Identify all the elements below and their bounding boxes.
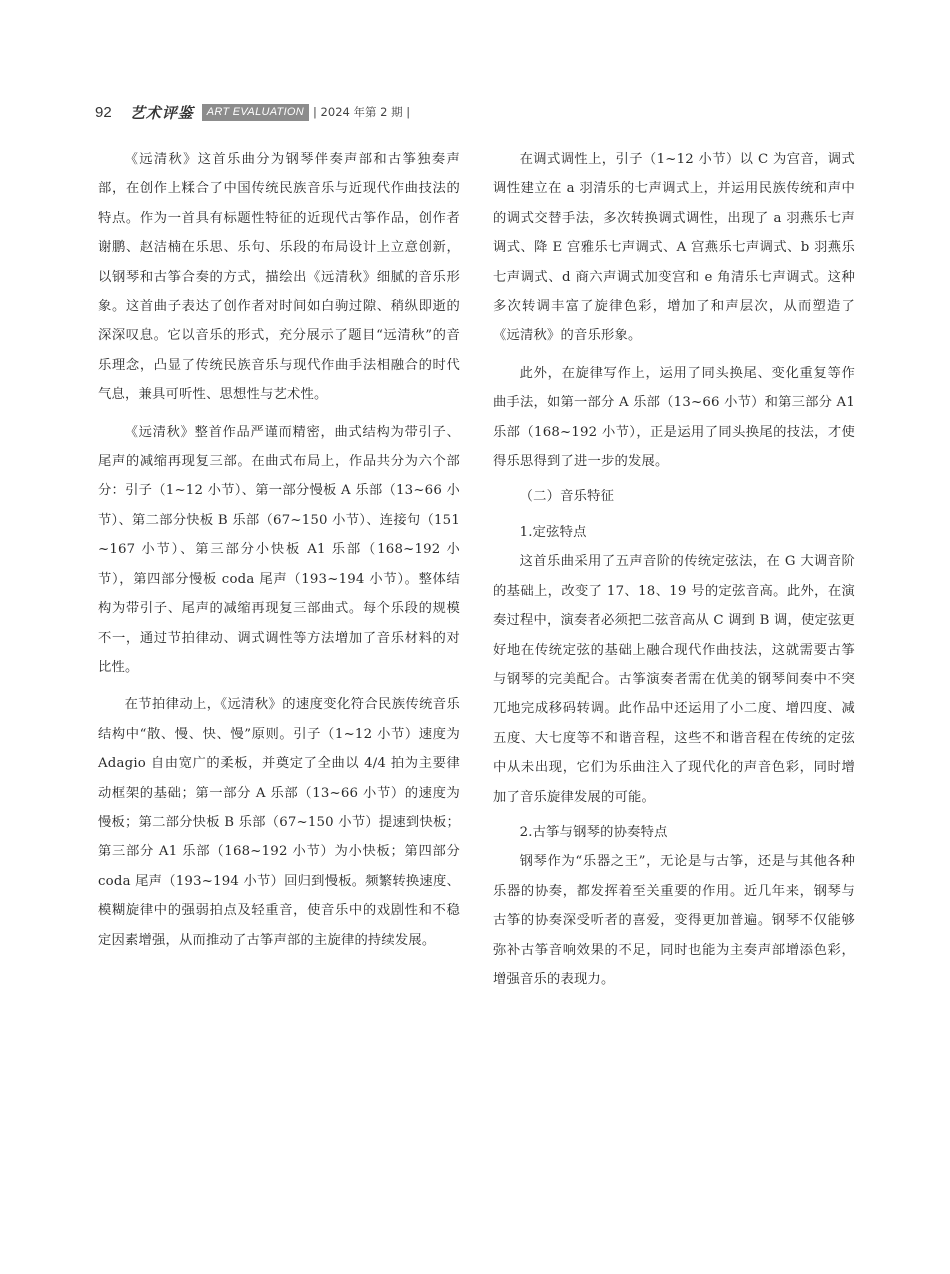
journal-english-badge: ART EVALUATION: [202, 104, 309, 121]
paragraph: 《远清秋》这首乐曲分为钢琴伴奏声部和古筝独奏声部，在创作上糅合了中国传统民族音乐与近现代作曲技法的特点。作为一首具有标题性特征的近现代古筝作品，创作者谢鹏、赵洁楠在乐思、乐句、乐段的布局设计上立意创新，以钢琴和古筝合奏的方式，描绘出《远清秋》细腻的音乐形象。这首曲子表达了创作者对时间如白驹过隙、稍纵即逝的深深叹息。它以音乐的形式，充分展示了题目“远清秋”的音乐理念，凸显了传统民族音乐与现代作曲手法相融合的时代气息，兼具可听性、思想性与艺术性。: [98, 152, 460, 403]
running-header: [95, 101, 410, 123]
paragraph: 这首乐曲采用了五声音阶的传统定弦法，在 G 大调音阶的基础上，改变了 17、18、19 号的定弦音高。此外，在演奏过程中，演奏者必须把二弦音高从 C 调到 B 调，使定弦更好地在传统定弦的基础上融合现代作曲技法，这就需要古筝与钢琴的完美配合。古筝演奏者需在优美的钢琴间奏中不突兀地完成移码转调。此作品中还运用了小二度、增四度、减五度、大七度等不和谐音程，这些不和谐音程在传统的定弦中从未出现，它们为乐曲注入了现代化的声音色彩，同时增加了音乐旋律发展的可能。: [493, 554, 855, 805]
paragraph: 在节拍律动上，《远清秋》的速度变化符合民族传统音乐结构中“散、慢、快、慢”原则。引子（1~12 小节）速度为 Adagio 自由宽广的柔板，并奠定了全曲以 4/4 拍为主要律动框架的基础；第一部分 A 乐部（13~66 小节）的速度为慢板；第二部分快板 B 乐部（67~150 小节）提速到快板；第三部分 A1 乐部（168~192 小节）为小快板；第四部分 coda 尾声（193~194 小节）回归到慢板。频繁转换速度、模糊旋律中的强弱拍点及轻重音，使音乐中的戏剧性和不稳定因素增强，从而推动了古筝声部的主旋律的持续发展。: [98, 697, 460, 948]
right-column: [493, 145, 855, 994]
section-heading: （二）音乐特征: [519, 489, 615, 505]
paragraph: 《远清秋》整首作品严谨而精密，曲式结构为带引子、尾声的减缩再现复三部。在曲式布局上，作品共分为六个部分：引子（1~12 小节）、第一部分慢板 A 乐部（13~66 小节）、第二部分快板 B 乐部（67~150 小节）、连接句（151~167 小节）、第三部分小快板 A1 乐部（168~192 小节），第四部分慢板 coda 尾声（193~194 小节）。整体结构为带引子、尾声的减缩再现复三部曲式。每个乐段的规模不一，通过节拍律动、调式调性等方法增加了音乐材料的对比性。: [98, 424, 460, 675]
paragraph: 此外，在旋律写作上，运用了同头换尾、变化重复等作曲手法，如第一部分 A 乐部（13~66 小节）和第三部分 A1 乐部（168~192 小节），正是运用了同头换尾的技法，才使得乐思得到了进一步的发展。: [493, 365, 855, 470]
paragraph: 在调式调性上，引子（1~12 小节）以 C 为宫音，调式调性建立在 a 羽清乐的七声调式上，并运用民族传统和声中的调式交替手法，多次转换调式调性，出现了 a 羽燕乐七声调式、降 E 宫雅乐七声调式、A 宫燕乐七声调式、b 羽燕乐七声调式、d 商六声调式加变宫和 e 角清乐七声调式。这种多次转调丰富了旋律色彩，增加了和声层次，从而塑造了《远清秋》的音乐形象。: [493, 152, 855, 344]
subsection-heading: 2.古筝与钢琴的协奏特点: [519, 824, 668, 840]
subsection-heading: 1.定弦特点: [519, 524, 587, 540]
journal-logo: 艺术评鉴: [129, 103, 194, 122]
issue-label: | 2024 年第 2 期 |: [313, 105, 411, 119]
paragraph: 钢琴作为“乐器之王”，无论是与古筝，还是与其他各种乐器的协奏，都发挥着至关重要的作用。近几年来，钢琴与古筝的协奏深受听者的喜爱，变得更加普遍。钢琴不仅能够弥补古筝音响效果的不足，同时也能为主奏声部增添色彩，增强音乐的表现力。: [493, 854, 855, 987]
page-number: 92: [95, 103, 112, 121]
left-column: [98, 145, 460, 955]
